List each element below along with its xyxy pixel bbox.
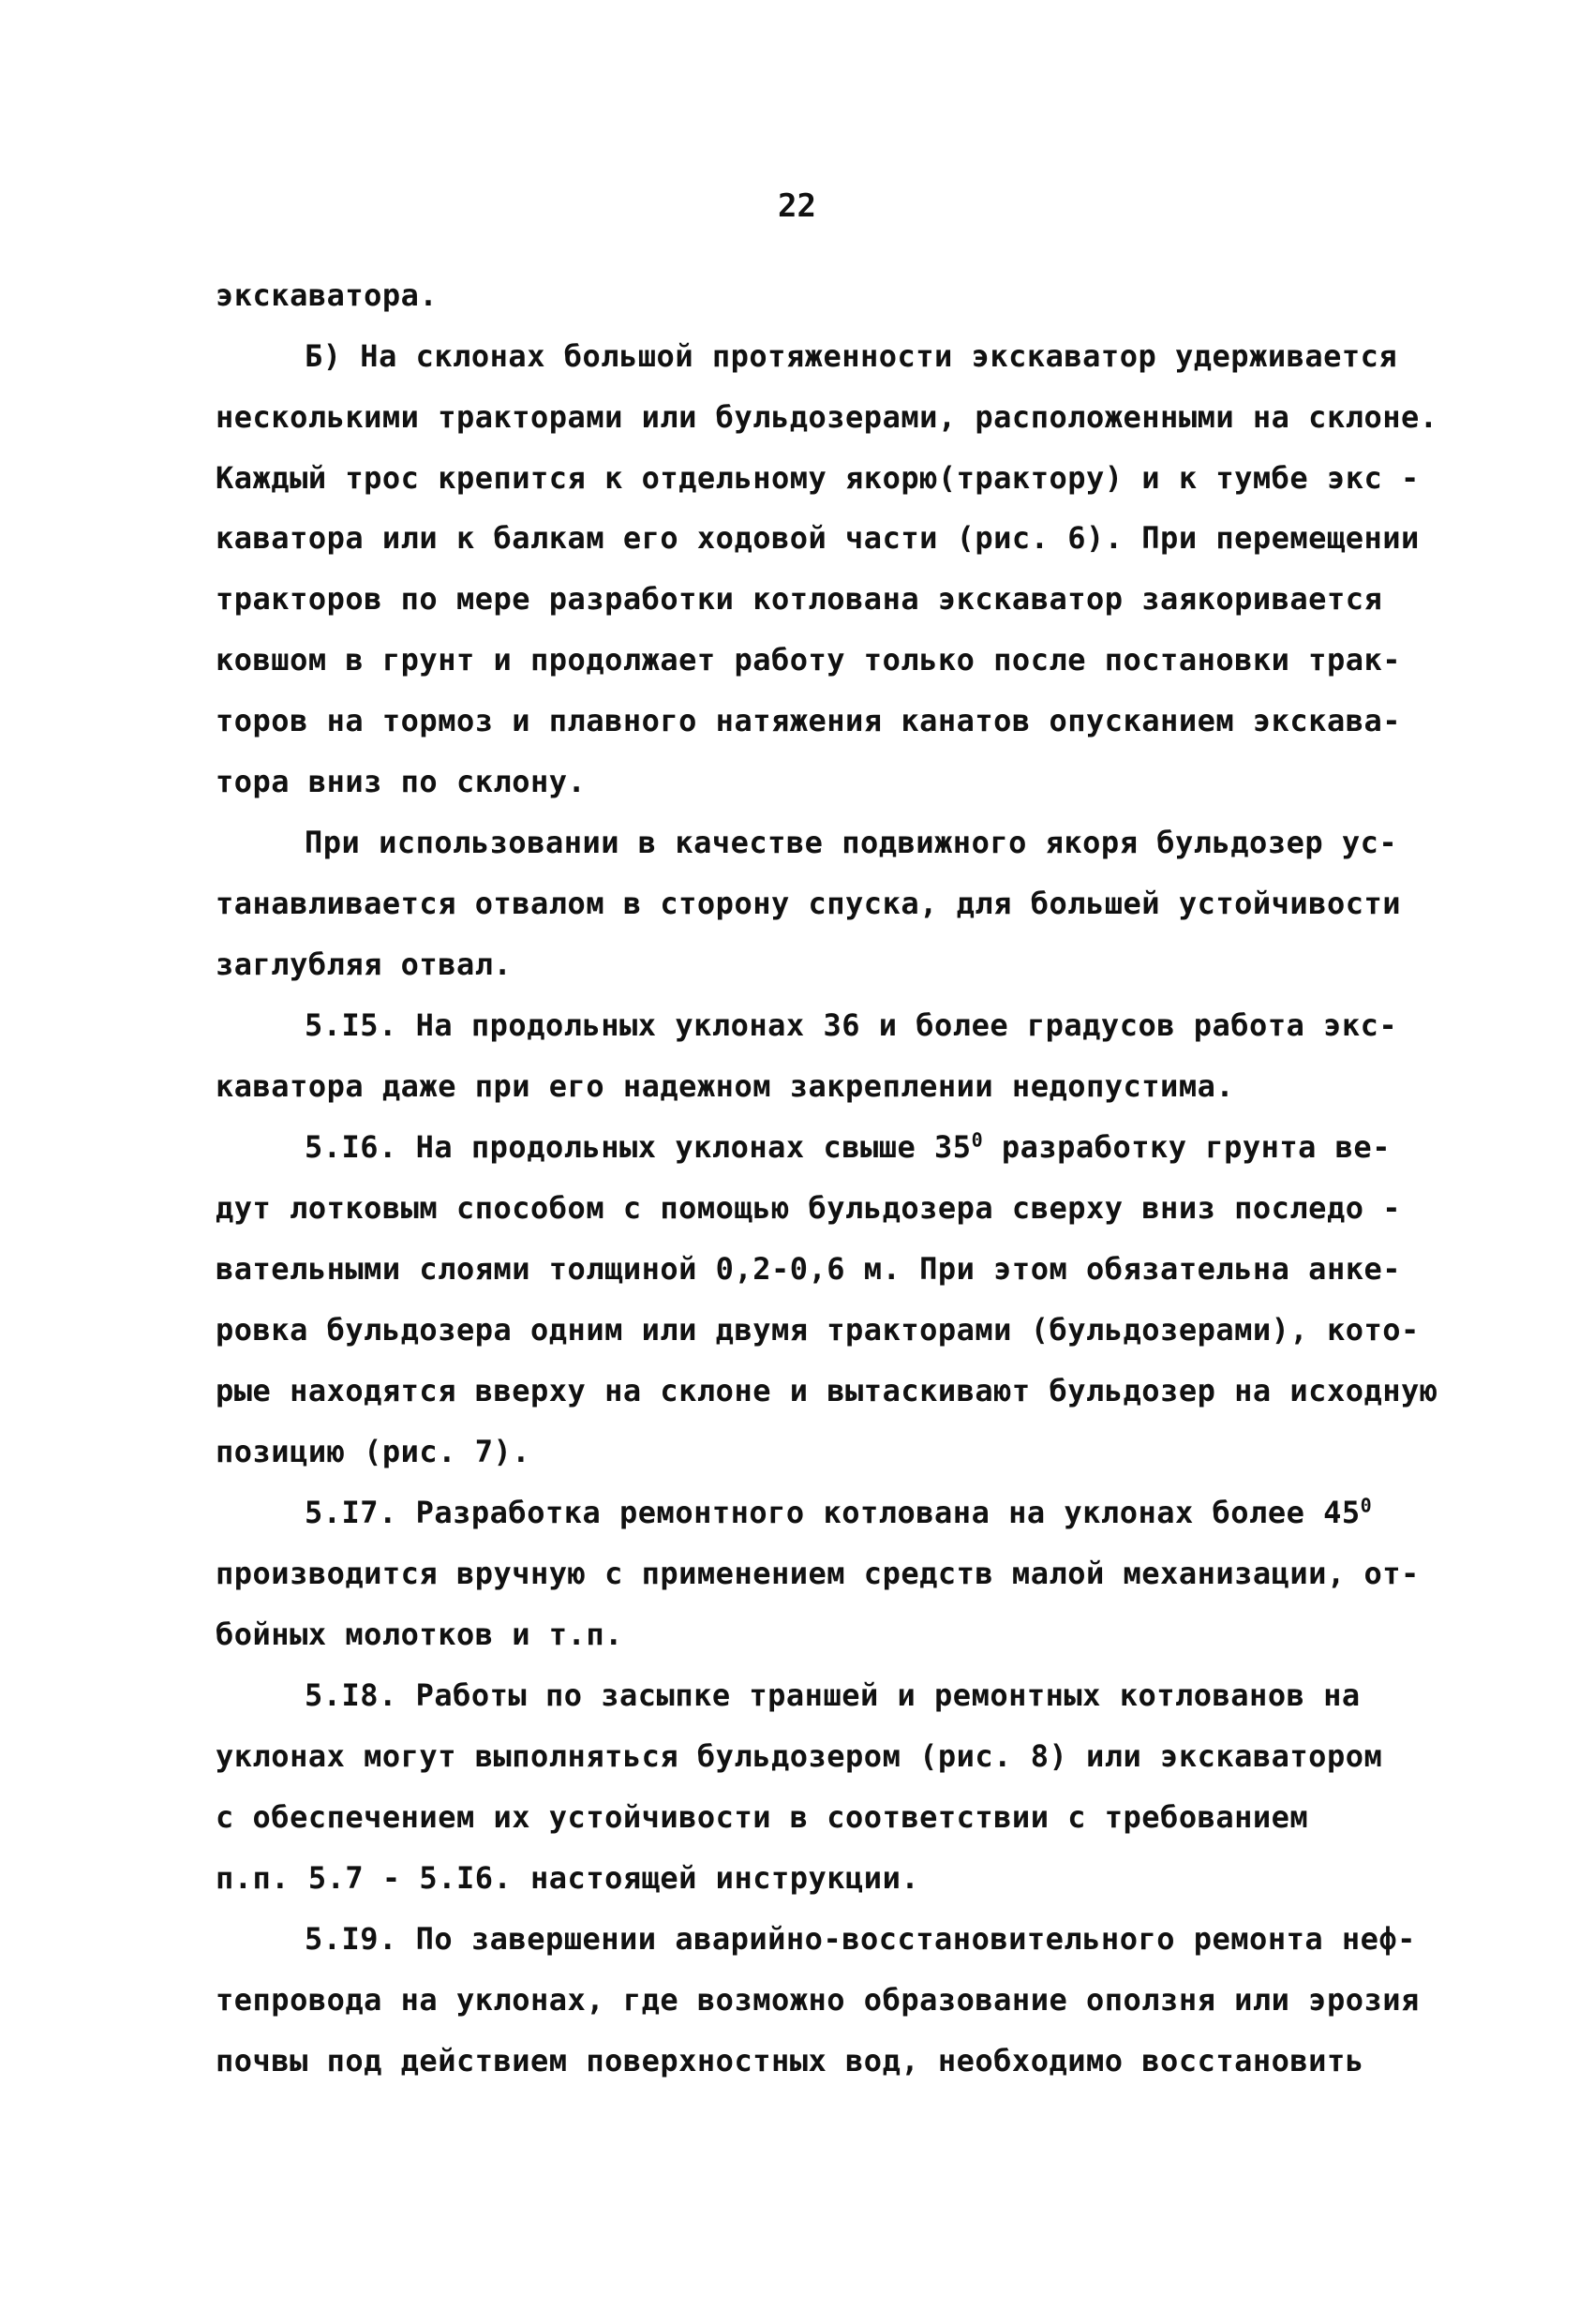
degree-mark: 0 xyxy=(971,1128,984,1152)
text-line: ковшом в грунт и продолжает работу только после постановки трак- xyxy=(216,642,1401,678)
text-line: ровка бульдозера одним или двумя тракторами (бульдозерами), кото- xyxy=(216,1312,1420,1348)
page-number: 22 xyxy=(778,187,816,225)
text-line: тора вниз по склону. xyxy=(216,764,587,799)
text-line-517: 5.I7. Разработка ремонтного котлована на уклонах более 45 xyxy=(305,1495,1361,1530)
text-line xyxy=(305,1494,1372,1531)
text-line: экскаватора. xyxy=(216,277,439,313)
text-line xyxy=(305,1128,1391,1166)
text-line: 5.I5. На продольных уклонах 36 и более градусов работа экс- xyxy=(305,1007,1398,1043)
text-line: 5.I9. По завершении аварийно-восстановительного ремонта неф- xyxy=(305,1921,1416,1957)
text-line: тракторов по мере разработки котлована экскаватор заякоривается xyxy=(216,581,1383,617)
text-line: 5.I8. Работы по засыпке траншей и ремонтных котлованов на xyxy=(305,1677,1361,1713)
degree-mark: 0 xyxy=(1360,1494,1373,1517)
text-line: танавливается отвалом в сторону спуска, для большей устойчивости xyxy=(216,886,1401,921)
text-line: каватора или к балкам его ходовой части (рис. 6). При перемещении xyxy=(216,520,1420,556)
text-line: несколькими тракторами или бульдозерами, расположенными на склоне. xyxy=(216,399,1438,435)
text-line: бойных молотков и т.п. xyxy=(216,1616,623,1652)
text-line: п.п. 5.7 - 5.I6. настоящей инструкции. xyxy=(216,1860,920,1896)
text-line: заглубляя отвал. xyxy=(216,946,513,982)
text-line: Каждый трос крепится к отдельному якорю(трактору) и к тумбе экс - xyxy=(216,460,1420,496)
text-line: позицию (рис. 7). xyxy=(216,1434,531,1469)
text-line: Б) На склонах большой протяженности экскаватор удерживается xyxy=(305,338,1398,374)
text-line-516-head: 5.I6. На продольных уклонах свыше 35 xyxy=(305,1129,972,1165)
text-line: дут лотковым способом с помощью бульдозера сверху вниз последо - xyxy=(216,1190,1401,1226)
text-line: почвы под действием поверхностных вод, необходимо восстановить xyxy=(216,2043,1364,2078)
text-line: вательными слоями толщиной 0,2-0,6 м. При этом обязательна анке- xyxy=(216,1251,1401,1287)
text-line: При использовании в качестве подвижного якоря бульдозер ус- xyxy=(305,825,1398,860)
text-line: каватора даже при его надежном закреплении недопустима. xyxy=(216,1068,1235,1104)
text-line-516-tail: разработку грунта ве- xyxy=(983,1129,1391,1165)
text-line: уклонах могут выполняться бульдозером (рис. 8) или экскаватором xyxy=(216,1738,1383,1774)
text-line: производится вручную с применением средств малой механизации, от- xyxy=(216,1556,1420,1591)
text-line: рые находятся вверху на склоне и вытаскивают бульдозер на исходную xyxy=(216,1373,1438,1408)
text-line: с обеспечением их устойчивости в соответствии с требованием xyxy=(216,1799,1309,1835)
text-line: торов на тормоз и плавного натяжения канатов опусканием экскава- xyxy=(216,703,1401,738)
text-line: тепровода на уклонах, где возможно образование оползня или эрозия xyxy=(216,1982,1420,2018)
